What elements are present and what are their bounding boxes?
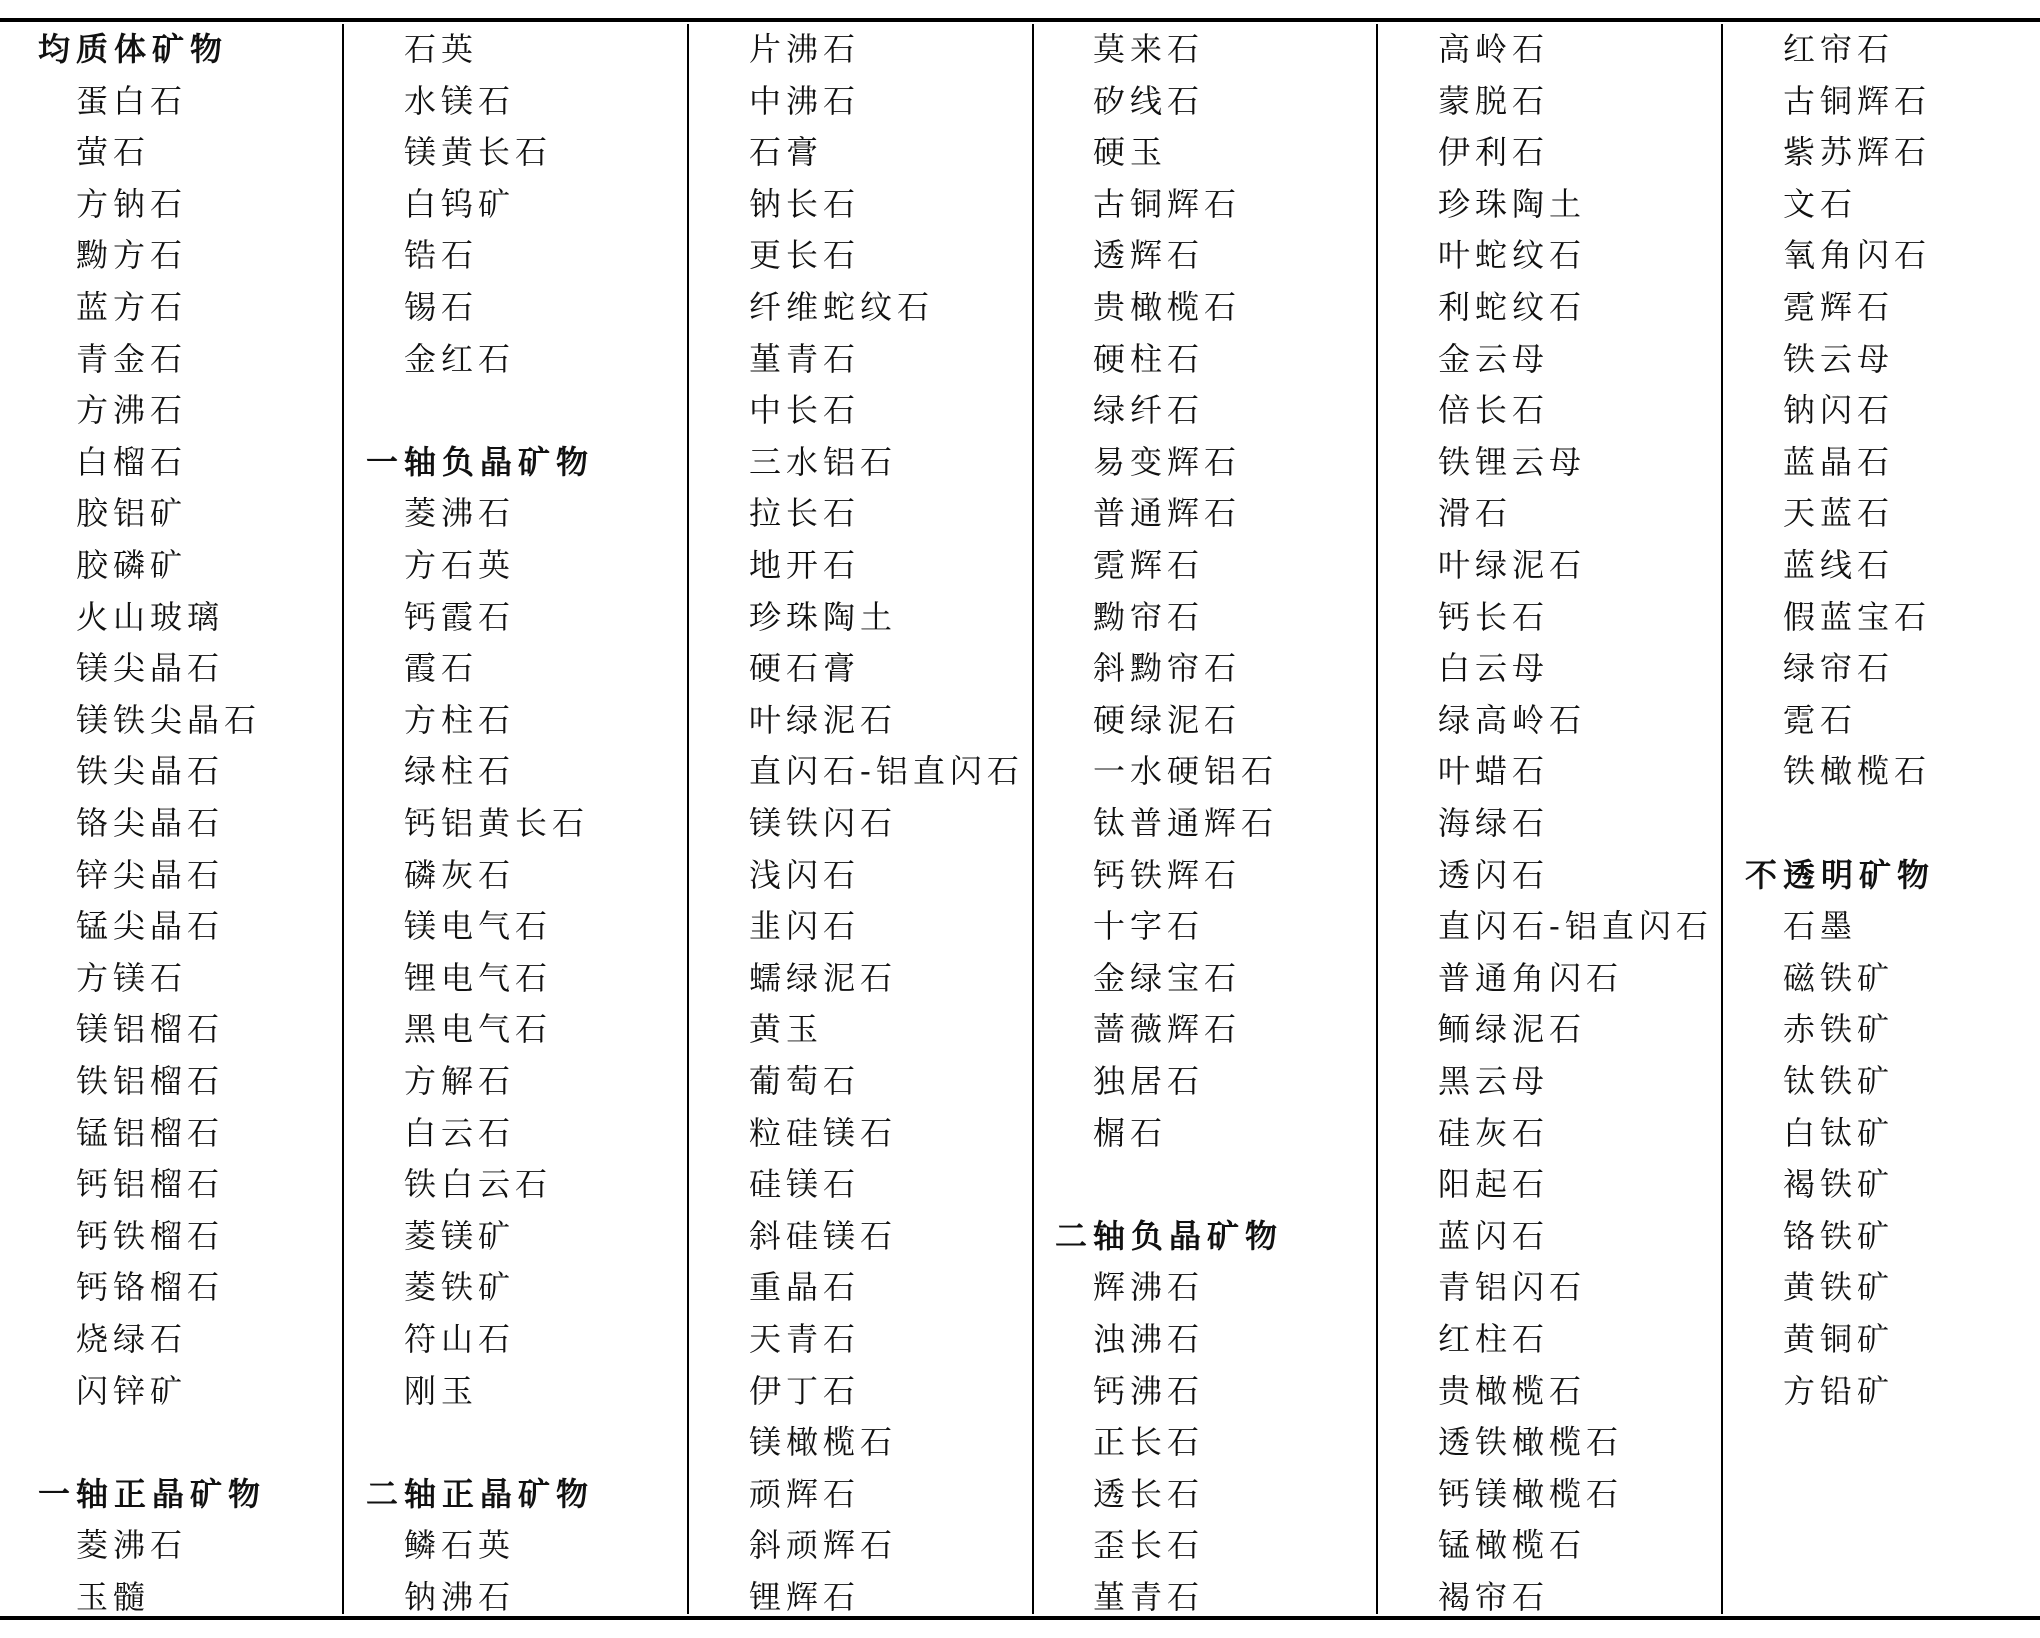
- mineral-name: 堇青石: [1093, 1578, 1205, 1616]
- mineral-name: 铁白云石: [404, 1165, 553, 1204]
- mineral-column-6: [1745, 24, 2035, 1614]
- mineral-name: 十字石: [1093, 907, 1205, 946]
- mineral-name: 拉长石: [749, 494, 861, 533]
- mineral-name: 矽线石: [1093, 81, 1205, 120]
- mineral-name: 重晶石: [749, 1268, 861, 1307]
- mineral-name: 白钛矿: [1783, 1113, 1895, 1152]
- mineral-name: 珍珠陶土: [749, 597, 898, 636]
- mineral-name: 方石英: [404, 546, 516, 584]
- mineral-name: 阳起石: [1438, 1165, 1550, 1204]
- mineral-name: 钙镁橄榄石: [1438, 1474, 1624, 1513]
- mineral-name: 褐铁矿: [1783, 1165, 1895, 1204]
- mineral-column-5: [1400, 24, 1718, 1614]
- mineral-name: 镁橄榄石: [749, 1423, 898, 1462]
- mineral-name: 浊沸石: [1093, 1320, 1205, 1358]
- mineral-name: 歪长石: [1093, 1526, 1205, 1565]
- mineral-name: 黝帘石: [1093, 597, 1205, 636]
- mineral-name: 铬铁矿: [1783, 1216, 1895, 1255]
- mineral-name: 钙铁辉石: [1093, 855, 1242, 894]
- mineral-name: 蒙脱石: [1438, 81, 1550, 120]
- mineral-name: 闪锌矿: [76, 1371, 188, 1410]
- mineral-name: 伊利石: [1438, 133, 1550, 172]
- mineral-name: 绿帘石: [1783, 649, 1895, 688]
- mineral-name: 鲕绿泥石: [1438, 1010, 1587, 1049]
- mineral-name: 黄玉: [749, 1010, 824, 1049]
- mineral-name: 铁云母: [1783, 339, 1895, 378]
- mineral-name: 透铁橄榄石: [1438, 1423, 1624, 1462]
- column-divider: [687, 24, 689, 1614]
- category-heading: 不透明矿物: [1745, 855, 1936, 894]
- mineral-name: 堇青石: [749, 339, 861, 378]
- mineral-name: 方镁石: [76, 958, 188, 997]
- mineral-name: 锰铝榴石: [76, 1113, 225, 1152]
- mineral-name: 铁尖晶石: [76, 752, 225, 791]
- mineral-name: 硬石膏: [749, 649, 861, 688]
- mineral-name: 珍珠陶土: [1438, 184, 1587, 223]
- mineral-name: 伊丁石: [749, 1371, 861, 1410]
- mineral-name: 顽辉石: [749, 1474, 861, 1513]
- mineral-name: 浅闪石: [749, 855, 861, 894]
- mineral-name: 一水硬铝石: [1093, 752, 1279, 791]
- mineral-name: 锰橄榄石: [1438, 1526, 1587, 1565]
- mineral-name: 黄铜矿: [1783, 1320, 1895, 1358]
- mineral-name: 古铜辉石: [1783, 81, 1932, 120]
- mineral-column-2: [366, 24, 684, 1614]
- column-divider: [1376, 24, 1378, 1614]
- mineral-name: 锰尖晶石: [76, 907, 225, 946]
- mineral-name: 方铅矿: [1783, 1371, 1895, 1410]
- mineral-name: 钙沸石: [1093, 1371, 1205, 1410]
- mineral-name: 莫来石: [1093, 30, 1205, 68]
- category-heading: 一轴正晶矿物: [38, 1474, 267, 1513]
- mineral-name: 三水铝石: [749, 442, 898, 481]
- mineral-name: 石墨: [1783, 907, 1858, 946]
- mineral-name: 氧角闪石: [1783, 236, 1932, 275]
- mineral-name: 天青石: [749, 1320, 861, 1358]
- mineral-name: 锆石: [404, 236, 479, 275]
- mineral-name: 普通辉石: [1093, 494, 1242, 533]
- mineral-name: 方解石: [404, 1062, 516, 1100]
- mineral-name: 青铝闪石: [1438, 1268, 1587, 1307]
- mineral-name: 透长石: [1093, 1474, 1205, 1513]
- mineral-name: 叶蜡石: [1438, 752, 1550, 791]
- mineral-name: 钠沸石: [404, 1578, 516, 1616]
- mineral-name: 钠闪石: [1783, 391, 1895, 430]
- mineral-name: 锂辉石: [749, 1578, 861, 1616]
- mineral-name: 锂电气石: [404, 958, 553, 997]
- mineral-column-3: [711, 24, 1029, 1614]
- mineral-name: 镁铝榴石: [76, 1010, 225, 1049]
- mineral-name: 紫苏辉石: [1783, 133, 1932, 172]
- mineral-name: 贵橄榄石: [1438, 1371, 1587, 1410]
- mineral-name: 黑云母: [1438, 1062, 1550, 1100]
- mineral-name: 中长石: [749, 391, 861, 430]
- mineral-name: 镁尖晶石: [76, 649, 225, 688]
- mineral-name: 辉沸石: [1093, 1268, 1205, 1307]
- mineral-name: 普通角闪石: [1438, 958, 1624, 997]
- mineral-name: 镁铁闪石: [749, 804, 898, 842]
- mineral-name: 烧绿石: [76, 1320, 188, 1358]
- mineral-name: 霞石: [404, 649, 479, 688]
- mineral-name: 蓝方石: [76, 288, 188, 326]
- mineral-name: 铁橄榄石: [1783, 752, 1932, 791]
- mineral-name: 利蛇纹石: [1438, 288, 1587, 326]
- mineral-name: 海绿石: [1438, 804, 1550, 842]
- mineral-name: 榍石: [1093, 1113, 1168, 1152]
- table-bottom-rule: [0, 1616, 2040, 1620]
- mineral-name: 鳞石英: [404, 1526, 516, 1565]
- mineral-name: 蛋白石: [76, 81, 188, 120]
- mineral-name: 更长石: [749, 236, 861, 275]
- mineral-name: 锌尖晶石: [76, 855, 225, 894]
- mineral-name: 地开石: [749, 546, 861, 584]
- category-heading: 一轴负晶矿物: [366, 442, 595, 481]
- mineral-name: 霓辉石: [1783, 288, 1895, 326]
- mineral-name: 白云石: [404, 1113, 516, 1152]
- column-divider: [342, 24, 344, 1614]
- mineral-name: 独居石: [1093, 1062, 1205, 1100]
- mineral-name: 方沸石: [76, 391, 188, 430]
- mineral-name: 方钠石: [76, 184, 188, 223]
- mineral-name: 片沸石: [749, 30, 861, 68]
- mineral-name: 斜黝帘石: [1093, 649, 1242, 688]
- mineral-name: 直闪石-铝直闪石: [1438, 907, 1713, 946]
- table-top-rule: [0, 18, 2040, 22]
- mineral-name: 钛铁矿: [1783, 1062, 1895, 1100]
- mineral-name: 胶磷矿: [76, 546, 188, 584]
- mineral-name: 玉髓: [76, 1578, 151, 1616]
- mineral-name: 符山石: [404, 1320, 516, 1358]
- mineral-name: 粒硅镁石: [749, 1113, 898, 1152]
- mineral-name: 叶蛇纹石: [1438, 236, 1587, 275]
- mineral-name: 镁黄长石: [404, 133, 553, 172]
- mineral-name: 菱沸石: [404, 494, 516, 533]
- mineral-name: 透辉石: [1093, 236, 1205, 275]
- mineral-name: 霓石: [1783, 700, 1858, 739]
- mineral-name: 高岭石: [1438, 30, 1550, 68]
- mineral-name: 火山玻璃: [76, 597, 225, 636]
- mineral-name: 蠕绿泥石: [749, 958, 898, 997]
- mineral-name: 钙霞石: [404, 597, 516, 636]
- mineral-name: 蓝晶石: [1783, 442, 1895, 481]
- mineral-name: 黝方石: [76, 236, 188, 275]
- mineral-name: 硬绿泥石: [1093, 700, 1242, 739]
- mineral-name: 假蓝宝石: [1783, 597, 1932, 636]
- mineral-name: 贵橄榄石: [1093, 288, 1242, 326]
- mineral-name: 中沸石: [749, 81, 861, 120]
- mineral-name: 硅镁石: [749, 1165, 861, 1204]
- mineral-name: 葡萄石: [749, 1062, 861, 1100]
- mineral-name: 青金石: [76, 339, 188, 378]
- mineral-name: 硬玉: [1093, 133, 1168, 172]
- mineral-name: 方柱石: [404, 700, 516, 739]
- mineral-name: 蓝线石: [1783, 546, 1895, 584]
- mineral-name: 金云母: [1438, 339, 1550, 378]
- mineral-name: 易变辉石: [1093, 442, 1242, 481]
- mineral-name: 斜顽辉石: [749, 1526, 898, 1565]
- mineral-name: 石英: [404, 30, 479, 68]
- mineral-name: 透闪石: [1438, 855, 1550, 894]
- column-divider: [1032, 24, 1034, 1614]
- category-heading: 均质体矿物: [38, 30, 229, 68]
- mineral-name: 钙铝榴石: [76, 1165, 225, 1204]
- mineral-name: 萤石: [76, 133, 151, 172]
- mineral-name: 磁铁矿: [1783, 958, 1895, 997]
- mineral-name: 文石: [1783, 184, 1858, 223]
- mineral-name: 绿纤石: [1093, 391, 1205, 430]
- mineral-name: 锡石: [404, 288, 479, 326]
- mineral-name: 菱铁矿: [404, 1268, 516, 1307]
- mineral-name: 石膏: [749, 133, 824, 172]
- mineral-name: 菱镁矿: [404, 1216, 516, 1255]
- mineral-name: 红柱石: [1438, 1320, 1550, 1358]
- mineral-name: 刚玉: [404, 1371, 479, 1410]
- mineral-name: 叶绿泥石: [749, 700, 898, 739]
- mineral-name: 斜硅镁石: [749, 1216, 898, 1255]
- mineral-name: 镁电气石: [404, 907, 553, 946]
- mineral-name: 硬柱石: [1093, 339, 1205, 378]
- mineral-name: 韭闪石: [749, 907, 861, 946]
- mineral-name: 黄铁矿: [1783, 1268, 1895, 1307]
- mineral-name: 镁铁尖晶石: [76, 700, 262, 739]
- mineral-name: 钠长石: [749, 184, 861, 223]
- mineral-name: 白云母: [1438, 649, 1550, 688]
- mineral-name: 硅灰石: [1438, 1113, 1550, 1152]
- column-divider: [1721, 24, 1723, 1614]
- mineral-name: 钙铬榴石: [76, 1268, 225, 1307]
- mineral-name: 滑石: [1438, 494, 1513, 533]
- mineral-column-4: [1055, 24, 1373, 1614]
- mineral-name: 钙铁榴石: [76, 1216, 225, 1255]
- mineral-name: 金红石: [404, 339, 516, 378]
- mineral-name: 赤铁矿: [1783, 1010, 1895, 1049]
- mineral-name: 铁锂云母: [1438, 442, 1587, 481]
- mineral-name: 直闪石-铝直闪石: [749, 752, 1024, 791]
- mineral-name: 天蓝石: [1783, 494, 1895, 533]
- mineral-name: 霓辉石: [1093, 546, 1205, 584]
- mineral-name: 钙长石: [1438, 597, 1550, 636]
- mineral-column-1: [38, 24, 338, 1614]
- mineral-name: 绿高岭石: [1438, 700, 1587, 739]
- mineral-name: 蔷薇辉石: [1093, 1010, 1242, 1049]
- mineral-name: 铬尖晶石: [76, 804, 225, 842]
- mineral-name: 古铜辉石: [1093, 184, 1242, 223]
- mineral-name: 绿柱石: [404, 752, 516, 791]
- mineral-name: 纤维蛇纹石: [749, 288, 935, 326]
- mineral-name: 白榴石: [76, 442, 188, 481]
- mineral-name: 水镁石: [404, 81, 516, 120]
- mineral-name: 白钨矿: [404, 184, 516, 223]
- mineral-name: 菱沸石: [76, 1526, 188, 1565]
- mineral-name: 钛普通辉石: [1093, 804, 1279, 842]
- mineral-name: 正长石: [1093, 1423, 1205, 1462]
- mineral-name: 金绿宝石: [1093, 958, 1242, 997]
- mineral-name: 红帘石: [1783, 30, 1895, 68]
- mineral-name: 胶铝矿: [76, 494, 188, 533]
- category-heading: 二轴正晶矿物: [366, 1474, 595, 1513]
- mineral-name: 铁铝榴石: [76, 1062, 225, 1100]
- mineral-name: 磷灰石: [404, 855, 516, 894]
- mineral-name: 黑电气石: [404, 1010, 553, 1049]
- mineral-name: 蓝闪石: [1438, 1216, 1550, 1255]
- mineral-name: 叶绿泥石: [1438, 546, 1587, 584]
- category-heading: 二轴负晶矿物: [1055, 1216, 1284, 1255]
- mineral-name: 钙铝黄长石: [404, 804, 590, 842]
- mineral-name: 倍长石: [1438, 391, 1550, 430]
- mineral-name: 褐帘石: [1438, 1578, 1550, 1616]
